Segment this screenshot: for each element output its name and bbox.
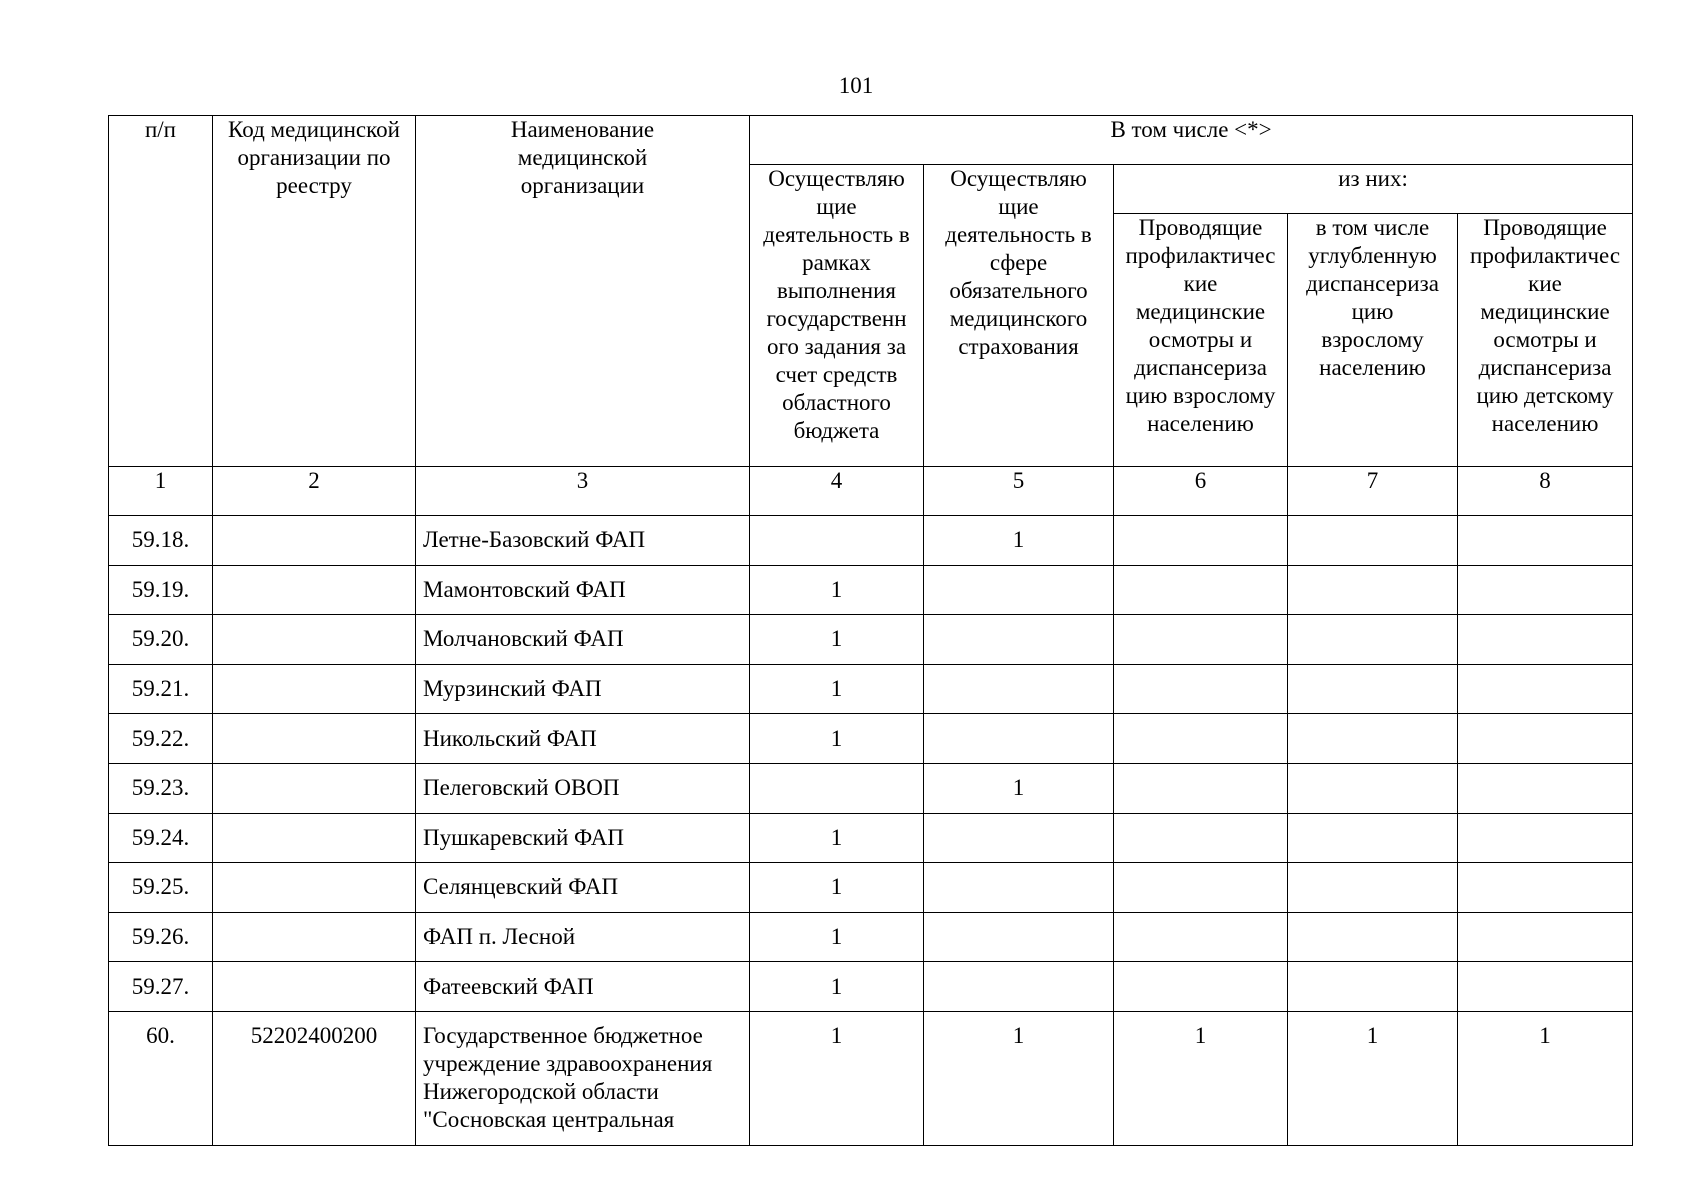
table-row <box>109 962 1633 1012</box>
cell-prof-adult <box>1114 763 1288 813</box>
cell-name: Никольский ФАП <box>416 714 750 764</box>
cell-oms <box>924 664 1114 714</box>
cell-prof-adult <box>1114 912 1288 962</box>
cell-deep-adult: 1 <box>1288 1011 1458 1145</box>
table-row <box>109 565 1633 615</box>
cell-code <box>213 714 416 764</box>
cell-state-task: 1 <box>750 912 924 962</box>
cell-oms: 1 <box>924 1011 1114 1145</box>
header-col-code: Код медицинской организации по реестру <box>213 116 416 467</box>
cell-oms: 1 <box>924 763 1114 813</box>
cell-code <box>213 565 416 615</box>
cell-name: Мамонтовский ФАП <box>416 565 750 615</box>
cell-oms: 1 <box>924 516 1114 566</box>
cell-prof-child: 1 <box>1458 1011 1633 1145</box>
cell-oms <box>924 714 1114 764</box>
cell-oms <box>924 615 1114 665</box>
medical-organizations-table <box>108 115 1633 1146</box>
cell-pp: 59.24. <box>109 813 213 863</box>
cell-oms <box>924 813 1114 863</box>
cell-prof-adult <box>1114 714 1288 764</box>
table-row <box>109 813 1633 863</box>
cell-prof-child <box>1458 565 1633 615</box>
header-group-including: В том числе <*> <box>750 116 1633 165</box>
table-row <box>109 615 1633 665</box>
cell-pp: 60. <box>109 1011 213 1145</box>
cell-prof-child <box>1458 516 1633 566</box>
cell-code <box>213 664 416 714</box>
cell-state-task: 1 <box>750 714 924 764</box>
cell-pp: 59.25. <box>109 863 213 913</box>
column-number: 3 <box>416 467 750 516</box>
cell-pp: 59.21. <box>109 664 213 714</box>
cell-prof-child <box>1458 962 1633 1012</box>
cell-deep-adult <box>1288 615 1458 665</box>
column-number: 6 <box>1114 467 1288 516</box>
header-col-prof-child: Проводящие профилактичес кие медицинские осмотры и диспансериза цию детскому населению <box>1458 214 1633 467</box>
cell-state-task <box>750 516 924 566</box>
cell-name: Фатеевский ФАП <box>416 962 750 1012</box>
cell-prof-adult <box>1114 664 1288 714</box>
cell-oms <box>924 912 1114 962</box>
cell-deep-adult <box>1288 763 1458 813</box>
cell-state-task: 1 <box>750 664 924 714</box>
cell-name: Летне-Базовский ФАП <box>416 516 750 566</box>
cell-prof-adult <box>1114 962 1288 1012</box>
header-group-of-them: из них: <box>1114 165 1633 214</box>
column-number: 8 <box>1458 467 1633 516</box>
cell-name: Пелеговский ОВОП <box>416 763 750 813</box>
cell-pp: 59.26. <box>109 912 213 962</box>
cell-prof-adult <box>1114 615 1288 665</box>
cell-pp: 59.22. <box>109 714 213 764</box>
cell-state-task: 1 <box>750 1011 924 1145</box>
table-row <box>109 516 1633 566</box>
cell-pp: 59.27. <box>109 962 213 1012</box>
cell-state-task: 1 <box>750 813 924 863</box>
cell-pp: 59.23. <box>109 763 213 813</box>
cell-deep-adult <box>1288 516 1458 566</box>
cell-code <box>213 912 416 962</box>
cell-state-task: 1 <box>750 962 924 1012</box>
cell-pp: 59.18. <box>109 516 213 566</box>
cell-prof-child <box>1458 615 1633 665</box>
cell-name: ФАП п. Лесной <box>416 912 750 962</box>
header-row-top <box>109 116 1633 165</box>
cell-deep-adult <box>1288 863 1458 913</box>
cell-code <box>213 813 416 863</box>
cell-deep-adult <box>1288 813 1458 863</box>
table-row <box>109 664 1633 714</box>
cell-deep-adult <box>1288 664 1458 714</box>
cell-prof-adult <box>1114 863 1288 913</box>
table-row <box>109 912 1633 962</box>
cell-pp: 59.19. <box>109 565 213 615</box>
column-number: 1 <box>109 467 213 516</box>
column-number: 7 <box>1288 467 1458 516</box>
cell-pp: 59.20. <box>109 615 213 665</box>
cell-oms <box>924 962 1114 1012</box>
cell-state-task: 1 <box>750 863 924 913</box>
table-row <box>109 714 1633 764</box>
cell-code: 52202400200 <box>213 1011 416 1145</box>
cell-state-task <box>750 763 924 813</box>
cell-code <box>213 516 416 566</box>
cell-oms <box>924 565 1114 615</box>
header-col-pp: п/п <box>109 116 213 467</box>
cell-prof-adult <box>1114 565 1288 615</box>
cell-name: Государственное бюджетное учреждение здравоохранения Нижегородской области "Сосновская центральная <box>416 1011 750 1145</box>
table-row <box>109 863 1633 913</box>
cell-code <box>213 863 416 913</box>
cell-code <box>213 763 416 813</box>
cell-prof-child <box>1458 813 1633 863</box>
cell-name: Мурзинский ФАП <box>416 664 750 714</box>
cell-name: Пушкаревский ФАП <box>416 813 750 863</box>
page-number: 101 <box>838 73 874 98</box>
cell-state-task: 1 <box>750 565 924 615</box>
header-col-state-task: Осуществляю щие деятельность в рамках выполнения государственн ого задания за счет средств областного бюджета <box>750 165 924 467</box>
header-col-prof-adult: Проводящие профилактичес кие медицинские осмотры и диспансериза цию взрослому населению <box>1114 214 1288 467</box>
cell-name: Молчановский ФАП <box>416 615 750 665</box>
cell-prof-adult: 1 <box>1114 1011 1288 1145</box>
column-number: 2 <box>213 467 416 516</box>
column-number-row <box>109 467 1633 516</box>
cell-oms <box>924 863 1114 913</box>
cell-name: Селянцевский ФАП <box>416 863 750 913</box>
cell-deep-adult <box>1288 962 1458 1012</box>
table-row <box>109 763 1633 813</box>
table-row <box>109 1011 1633 1145</box>
column-number: 4 <box>750 467 924 516</box>
cell-deep-adult <box>1288 714 1458 764</box>
cell-code <box>213 615 416 665</box>
cell-prof-child <box>1458 763 1633 813</box>
cell-prof-adult <box>1114 813 1288 863</box>
cell-code <box>213 962 416 1012</box>
header-col-name: Наименование медицинской организации <box>416 116 750 467</box>
table-body <box>109 516 1633 1146</box>
cell-prof-child <box>1458 714 1633 764</box>
cell-prof-adult <box>1114 516 1288 566</box>
cell-deep-adult <box>1288 912 1458 962</box>
cell-prof-child <box>1458 863 1633 913</box>
cell-deep-adult <box>1288 565 1458 615</box>
header-col-oms: Осуществляю щие деятельность в сфере обязательного медицинского страхования <box>924 165 1114 467</box>
cell-prof-child <box>1458 912 1633 962</box>
cell-prof-child <box>1458 664 1633 714</box>
header-col-deep-adult: в том числе углубленную диспансериза цию взрослому населению <box>1288 214 1458 467</box>
cell-state-task: 1 <box>750 615 924 665</box>
column-number: 5 <box>924 467 1114 516</box>
